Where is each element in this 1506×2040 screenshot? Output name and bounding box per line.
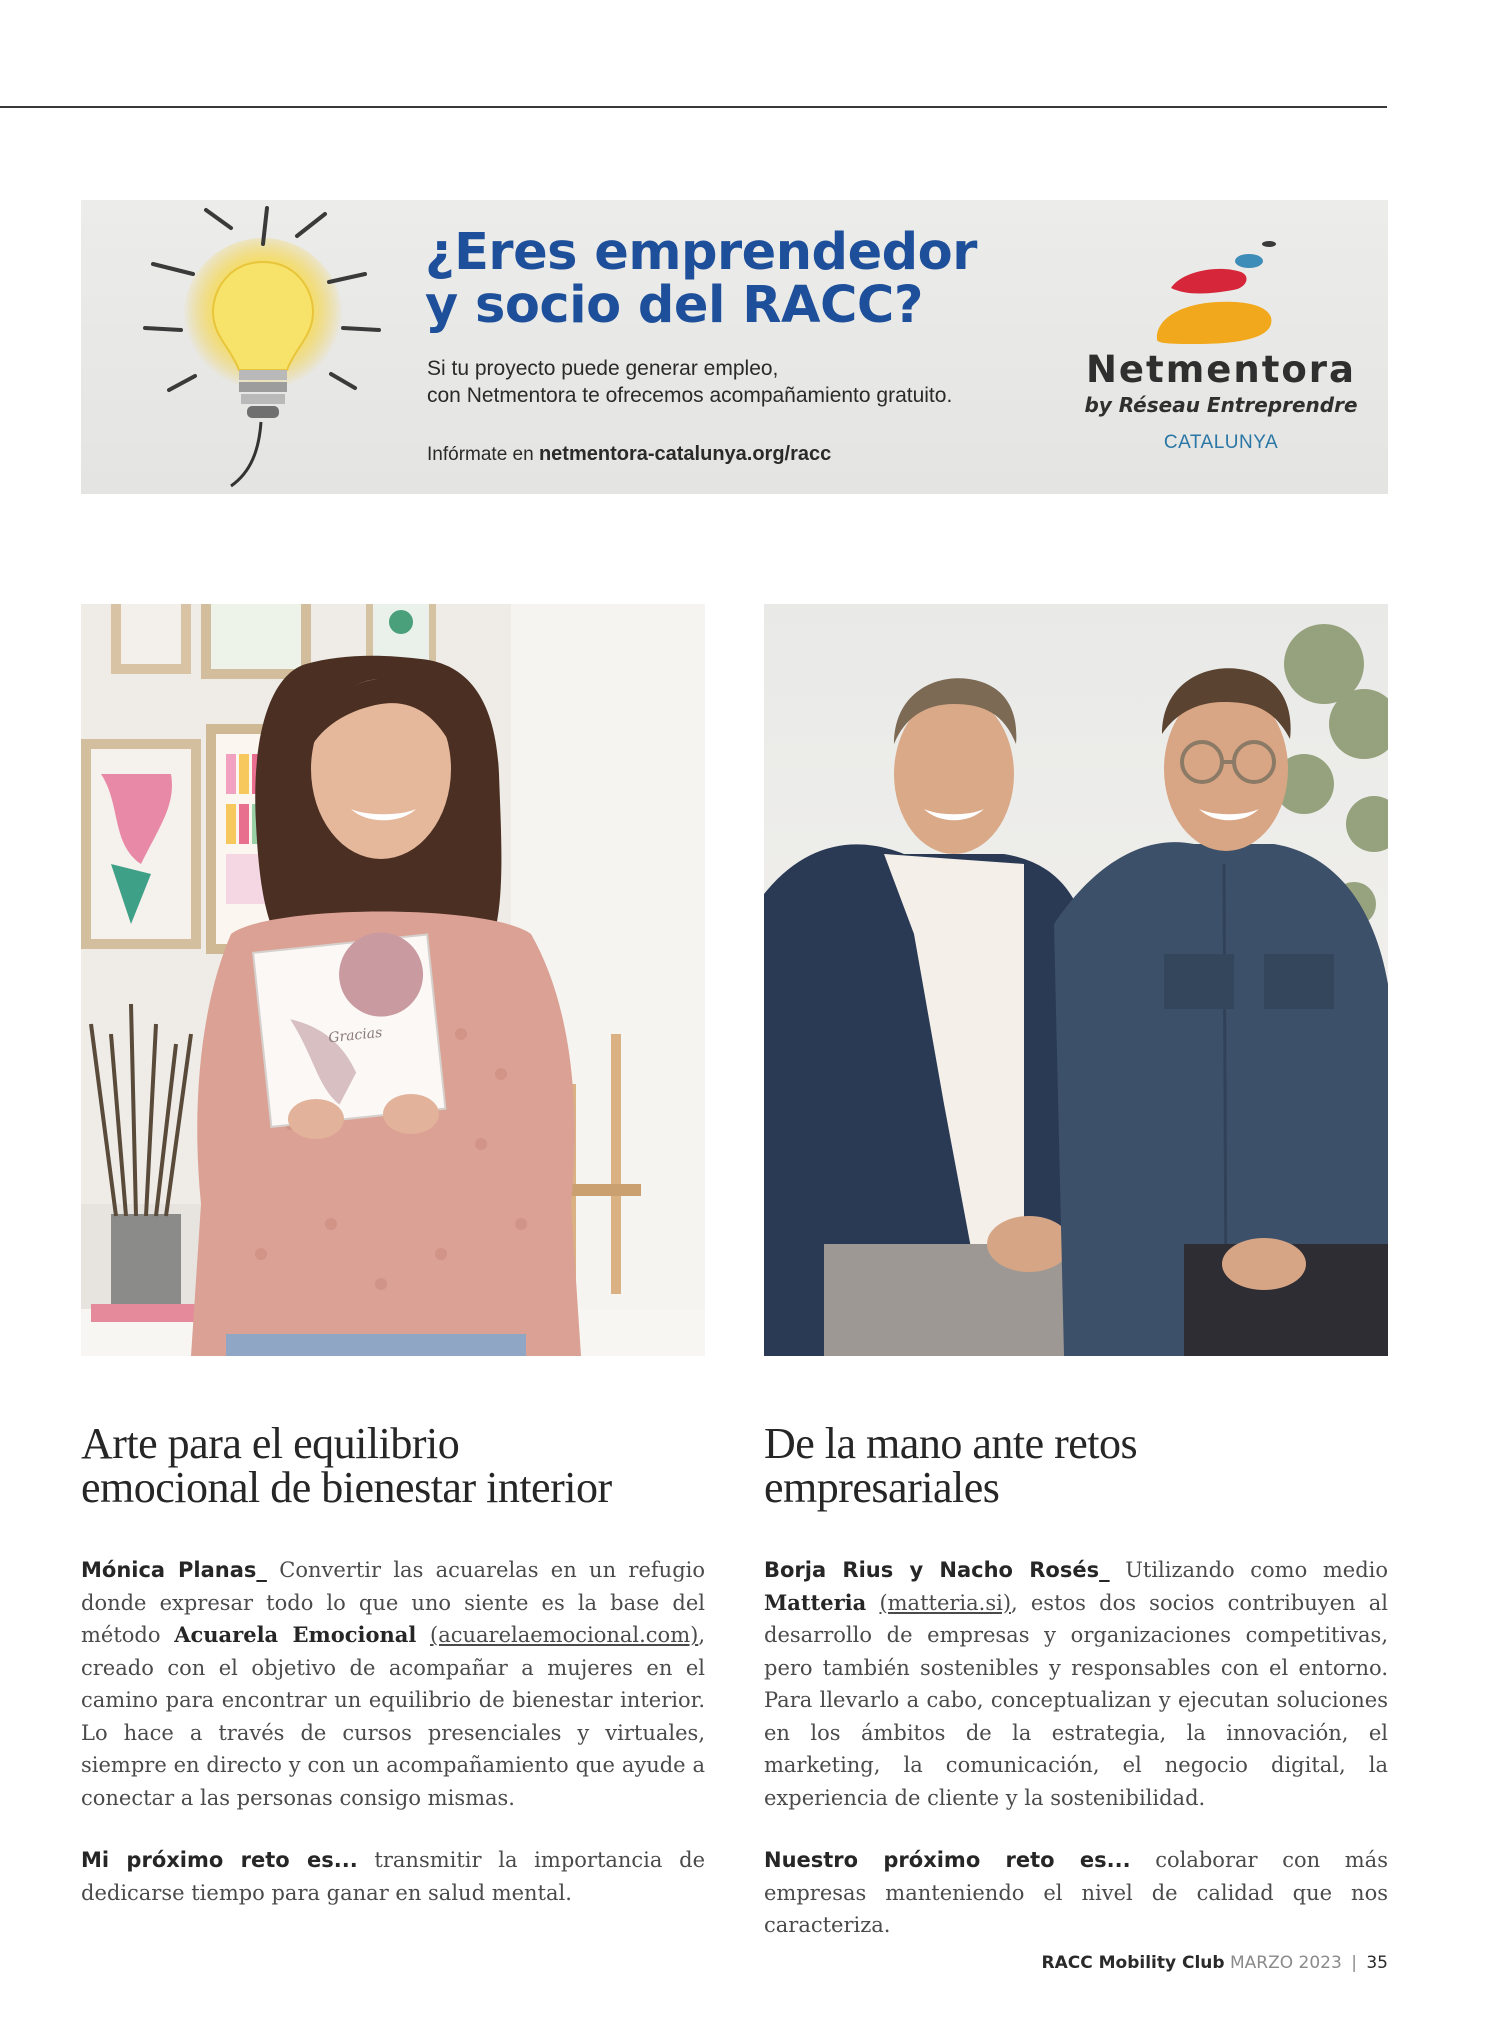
article-lead: Borja Rius y Nacho Rosés_ (764, 1558, 1110, 1582)
article-link[interactable]: (matteria.si) (879, 1590, 1012, 1615)
article-title-line2: emocional de bienestar interior (81, 1463, 612, 1512)
light-bulb-icon (121, 200, 401, 494)
ad-info-prefix: Infórmate en (427, 444, 539, 465)
article-space (416, 1623, 430, 1647)
svg-text:Gracias: Gracias (327, 1024, 384, 1047)
ad-headline-line2: y socio del RACC? (425, 276, 923, 335)
article-matteria (764, 1419, 1388, 1942)
article-space (866, 1591, 879, 1615)
page-number: 35 (1360, 1953, 1388, 1973)
page-folio (1042, 1953, 1388, 1973)
logo-name: Netmentora (1085, 348, 1357, 391)
article-text-rest: , creado con el objetivo de acompañar a mujeres en el camino para encontrar un equilibrio de bienestar interior. Lo hace a través de cursos presenciales y virtuales, siempre en directo y con un acompañamiento que ayude a conectar a las personas consigo mismas. (81, 1623, 705, 1810)
article-title-line1: Arte para el equilibrio (81, 1419, 460, 1468)
photo-woman-with-book (81, 604, 705, 1356)
logo-subtitle: by Réseau Entreprendre (1084, 393, 1358, 417)
article-text-rest: , estos dos socios contribuyen al desarrollo de empresas y organizaciones competitivas, pero también sostenibles y responsables con el entorno. Para llevarlo a cabo, conceptualizan y ejecutan soluciones en los ámbitos de la estrategia, la innovación, el marketing, la comunicación, el negocio digital, la experiencia de cliente y la sostenibilidad. (764, 1590, 1388, 1810)
ad-info (427, 443, 831, 466)
netmentora-ad-banner[interactable] (81, 200, 1388, 494)
ad-body (427, 355, 952, 409)
folio-date: MARZO 2023 (1224, 1953, 1348, 1973)
article-title-line1: De la mano ante retos (764, 1419, 1138, 1468)
article-link[interactable]: (acuarelaemocional.com) (430, 1623, 699, 1647)
article-body (764, 1554, 1388, 1814)
netmentora-logo (1151, 236, 1291, 346)
article-text: Utilizando como medio (1109, 1558, 1388, 1582)
ad-body-line2: con Netmentora te ofrecemos acompañamiento gratuito. (427, 384, 953, 407)
folio-separator: | (1351, 1953, 1357, 1973)
article-lead: Mónica Planas_ (81, 1558, 267, 1582)
article-title (764, 1419, 1388, 1512)
folio-brand: RACC Mobility Club (1041, 1953, 1225, 1973)
top-rule (0, 106, 1387, 108)
article-text: Convertir las acuarelas en un refugio donde expresar todo lo que uno siente es la base del método (81, 1558, 705, 1647)
ad-headline-line1: ¿Eres emprendedor (425, 223, 977, 282)
next-challenge-lead: Mi próximo reto es... (81, 1848, 358, 1872)
ad-url-link[interactable]: netmentora-catalunya.org/racc (538, 443, 832, 465)
article-next-challenge (764, 1844, 1388, 1942)
next-challenge-lead: Nuestro próximo reto es... (764, 1848, 1131, 1872)
next-challenge-text: transmitir la importancia de dedicarse tiempo para ganar en salud mental. (81, 1848, 705, 1905)
logo-region: CATALUNYA (1163, 432, 1279, 453)
article-brand: Acuarela Emocional (174, 1622, 417, 1647)
article-brand: Matteria (764, 1589, 867, 1615)
article-title (81, 1419, 705, 1512)
article-next-challenge (81, 1844, 705, 1909)
next-challenge-text: colaborar con más empresas manteniendo el nivel de calidad que nos caracteriza. (764, 1848, 1388, 1937)
article-body (81, 1554, 705, 1814)
photo-two-men (764, 604, 1388, 1356)
ad-body-line1: Si tu proyecto puede generar empleo, (427, 357, 779, 380)
article-title-line2: empresariales (764, 1463, 1000, 1512)
ad-headline (425, 223, 977, 335)
article-acuarela-emocional (81, 1419, 705, 1909)
